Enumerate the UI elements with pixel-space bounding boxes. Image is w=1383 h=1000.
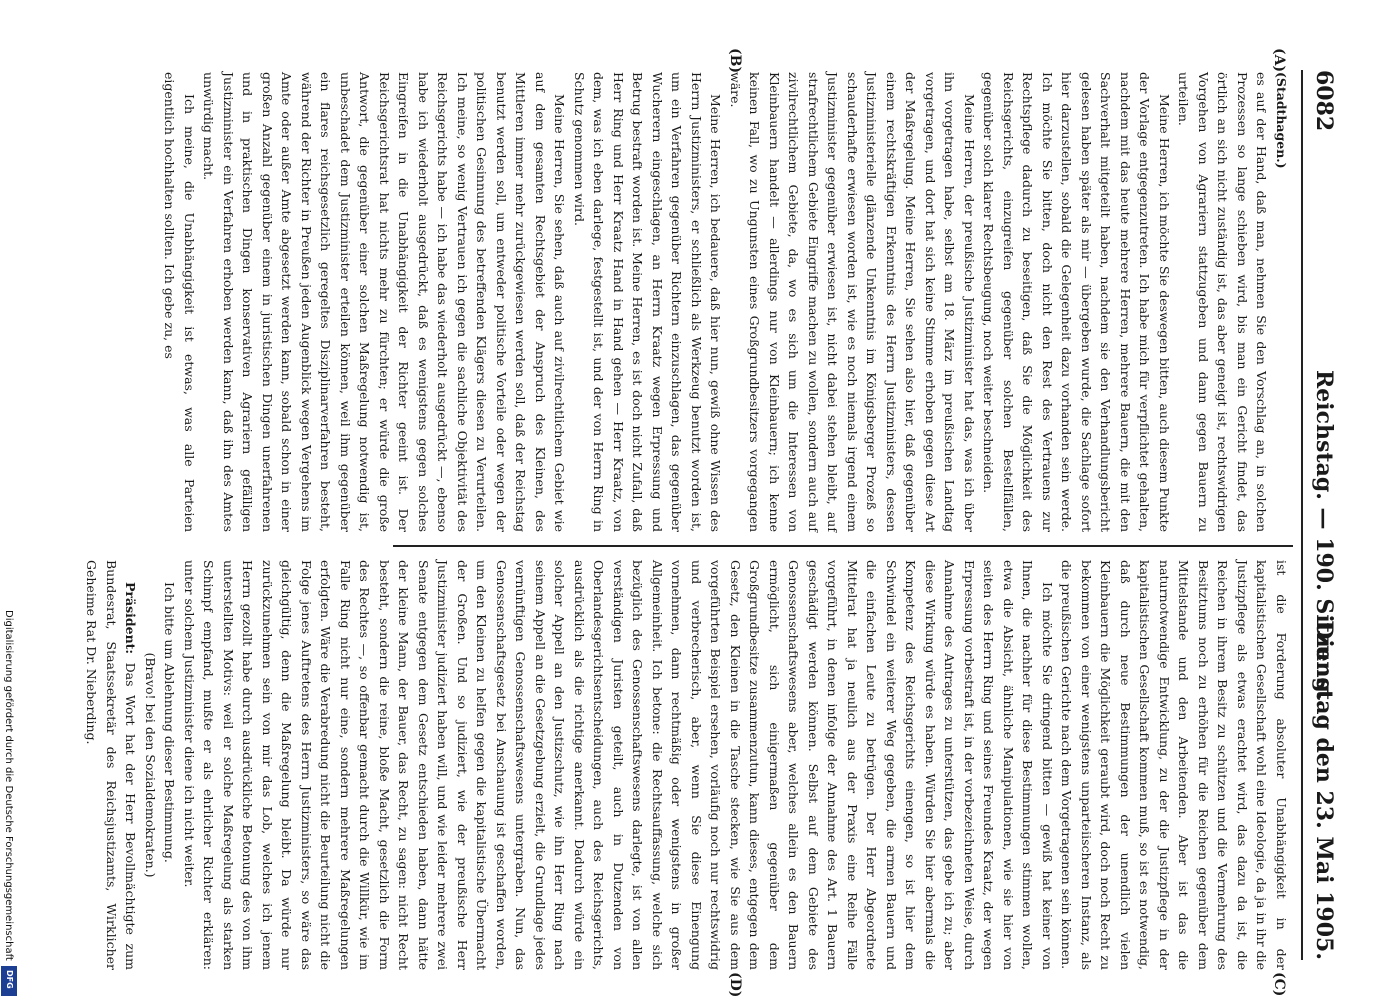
speaker-tag: (Stadthagen.) (1274, 72, 1289, 169)
right-column (82, 560, 1291, 970)
paragraph: Meine Herren, ich bedauere, daß hier nun, gewiß ohne Wissen des Herrn Justizministers, er schließlich als Werkzeug benutzt worden ist, um ein Verfahren gegenüber Richtern einzuschlagen, das gegenüber Wucherern eingeschlagen, an Herrn Kraatz wegen Erpressung und Betrug bestraft worden ist. Meine Herren, es ist doch nicht Zufall, daß Herr Ring und Herr Kraatz Hand in Hand gehen — Herr Kraatz, von dem, was ich eben darlege, festgestellt ist, und der von Herrn Ring in Schutz genommen wird. (572, 72, 724, 532)
paragraph: Ich meine, die Unabhängigkeit ist etwas, was alle Parteien eigentlich hochhalten sollten. Ich gebe zu, es (162, 72, 197, 532)
session-date: Dienstag den 23. Mai 1905. (1311, 620, 1337, 960)
paragraph: ist die Forderung absoluter Unabhängigkeit in der kapitalistischen Gesellschaft wohl eine Ideologie, da ja in ihr die Justizpflege als etwas erachtet wird, das dazu da ist, die Reichen in ihrem Besitz zu schützen und die Vermehrung des Besitztums noch zu erhöhen für die Reichen gegenüber dem Mittelstande und den Arbeitenden. Aber ist das die naturnotwendige Entwicklung, zu der die Justizpflege in der kapitalistischen Gesellschaft kommen muß, so ist es notwendig, daß durch neue Bestimmungen der unendlich vielen Kleinbauern die Möglichkeit geraubt wird, doch noch Recht zu bekommen von einer wenigstens unparteiischeren Instanz, als die preußischen Gerichte nach dem Vorgetragenen sein können. (1059, 560, 1289, 970)
column-divider (393, 545, 1293, 547)
dfg-logo: DFG (1, 966, 17, 996)
paragraph: Ich möchte Sie dringend bitten — gewiß hat keiner von Ihnen, die nachher für diese Bestimmungen stimmen wollen, etwa die Absicht, ähnliche Manipulationen, wie sie hier von seiten des Herrn Ring und seines Freundes Kraatz, der wegen Erpressung vorbestraft ist, in der vorbezeichneten Weise, durch Annahme des Antrages zu unterstützen, das gebe ich zu; aber diese Wirkung würde es haben. Würden Sie hier abermals die Kompetenz des Reichsgerichts einengen, so ist hier dem Schwindel ein weiterer Weg gegeben, die armen Bauern und die einfachen Leute zu betrügen. Der Herr Abgeordnete Mittelrat hat ja neulich aus der Praxis eine Reihe Fälle vorgeführt, in denen infolge der Annahme des Art. 1 Bauern geschädigt werden können. Selbst auf dem Gebiete des Genossenschaftswesens aber, welches allein es den Bauern ermöglicht, sich einigermaßen gegenüber dem Großgrundbesitze zusammenzutun, kann dieses, entgegen dem Gesetz, den Kleinen in die Tasche stecken, wie Sie aus dem vorgeführten Beispiel ersehen, vorläufig noch nur rechtswidrig und verbrecherisch, aber, wenn Sie diese Einengung vornehmen, dann rechtmäßig oder wenigstens in großer Allgemeinheit. Ich betone: die Rechtsauffassung, welche sich bezüglich des Genossenschaftswesens darlegte, ist von allen verständigen Juristen geteilt, auch in Dutzenden von Oberlandesgerichtsentscheidungen, auch des Reichsgerichts, ausdrücklich als die richtige anerkannt. Dadurch würde ein solcher Appell an den Justizschutz, wie ihn Herr Ring nach seinem Appell an die Gesetzgebung erzielt, die Grundlage jedes vernünftigen Genossenschaftswesens untergraben. Nun, das Genossenschaftsgesetz bei Anschauung ist geschaffen worden, um den Kleinen zu helfen gegen die kapitalistische Übermacht der Großen. Und so judiziert, wie der preußische Herr Justizminister judiziert haben will, und wie leider mehrere zwei Senate entgegen dem Gesetz entschieden haben, dann hätte der kleine Mann, der Bauer, das Recht, zu sagen: nicht Recht besteht, sondern die reine, bloße Macht, gesetzlich die Form des Rechtes —, so offenbar gemacht durch die Willkür, wie im Falle Ring nicht nur eine, sondern mehrere Maßregelungen erfolgten. Wäre die Verabredung nicht die Beurteilung nicht die Folge jenes Auftretens des Herrn Justizministers, so wäre das gleichgültig, denn die Maßregelung bleibt. Da würde nur zurückzunehmen sein von mir das Lob, welches ich jenem Herrn gezollt habe durch ausdrückliche Betonung des von ihm unterstellten Motivs: weil er solche Maßregelung als starken Schimpf empfand, mußte er als ehrlicher Richter erklären: unter solchem Justizminister diene ich nicht weiter. (182, 560, 1055, 970)
paragraph: Ich bitte um Ablehnung dieser Bestimmung. (162, 582, 178, 863)
margin-mark-c: (C) (1271, 972, 1287, 997)
paragraph: es auf der Hand, daß man, nehmen Sie den Vorschlag an, in solchen Prozessen so lange schieben wird, bis man ein Gericht findet, das örtlich an sich nicht zuständig ist, das aber geneigt ist, rechtswidrigen Vorgehen von Agrariern stattzugeben und dann gegen Bauern zu urteilen. (1176, 72, 1270, 532)
margin-mark-d: (D) (727, 972, 743, 998)
margin-mark-a: (A) (1271, 48, 1287, 73)
president-label: Präsident: (123, 582, 139, 655)
margin-mark-b: (B) (727, 48, 743, 74)
president-paragraph (82, 560, 141, 970)
page-number: 6082 (1311, 70, 1337, 132)
paragraph: Meine Herren, Sie sehen, daß auch auf zivilrechtlichem Gebiet wie auf dem gesamten Rechtsgebiet der Anspruch des Kleinen, des Mittleren immer mehr zurückgewiesen werden soll, daß der Reichstag benutzt werden soll, um entweder politische Vorteile oder wegen der politischen Gesinnung des betreffenden Klägers diesen zu Verurteilen. Ich meine, so wenig Vertrauen ich gegen die sachliche Objektivität des Reichsgerichts habe — ich habe das wiederholt ausgedrückt —, ebenso habe ich wiederholt ausgedrückt, daß es wenigstens gegen solches Eingreifen in die Unabhängigkeit der Richter geeint ist. Der Reichsgerichtsrat hat nichts mehr zu fürchten; er würde die große Antwort, die gegenüber einer solchen Maßregelung notwendig ist, unbeschadet dem Justizminister erteilen können, weil ihm gegenüber ein flares reichsgesetzlich geregeltes Disziplinarverfahren besteht, während der Richter in Preußen jeden Augenblick wegen Vergehens im Amte oder außer Amte abgesetzt werden kann, sobald schon in einer großen Anzahl gegenüber einem in juristischen Dingen unerfahrenen und in praktischen Dingen konservativen Agrariern gefälligen Justizminister ein Verfahren erhoben werden kann, daß ihn des Amtes unwürdig macht. (201, 72, 568, 532)
president-text: Das Wort hat der Herr Bevollmächtigte zum Bundesrat, Staatssekretär des Reichsjustizamts, Wirklicher Geheime Rat Dr. Nieberding. (84, 560, 139, 970)
paragraph: Meine Herren, ich möchte Sie deswegen bitten, auch diesem Punkte der Vorlage entgegenzutreten. Ich habe mich für verpflichtet gehalten, nachdem mit das heute mehrere Herren, mehrere Bauern, die mit den Sachverhalt mitgeteilt haben, nachdem sie den Verhandlungsbericht gelesen haben später als mir — übergeben wurde, die Sachlage sofort hier darzustellen, sobald die Gelegenheit dazu vorhanden sein werde. Ich möchte Sie bitten, doch nicht den Rest des Vertrauens zur Rechtspflege dadurch zu beseitigen, daß Sie die Möglichkeit des Reichsgerichts, einzugreifen gegenüber solchen Bestellfällen, gegenüber solch klarer Rechtsbeugung, noch weiter beschneiden. (981, 72, 1172, 532)
left-column (160, 72, 1291, 532)
page-header (1301, 70, 1343, 960)
paragraph: Meine Herren, der preußische Justizminister hat das, was ich über ihn vorgetragen habe, selbst am 18. März im preußischen Landtag vorgetragen, und dort hat sich keine Stimme erhoben gegen diese Art der Maßregelung. Meine Herren, Sie sehen also hier, daß gegenüber einem rechtskräftigen Erkenntnis des Herrn Justizministers, dessen Justizministerielle glänzende Unkenntnis im Königsberger Prozeß so schauderhafte erwiesen worden ist, wie es noch niemals irgend einem Justizminister gegenüber erwiesen ist, nicht dabei stehen bleibt, auf strafrechtlichem Gebiete Eingriffe machen zu wollen, sondern auch auf zivilrechtlichem Gebiete, da, wo es sich um die Interessen von Kleinbauern handelt — allerdings nur von Kleinbauern; ich kenne keinen Fall, wo zu Ungunsten eines Großgrundbesitzers vorgegangen wäre. (728, 72, 977, 532)
session-title: Reichstag. — 190. Sitzung. (1311, 370, 1337, 701)
digitization-note: Digitalisierung gefördert durch die Deutsche Forschungsgemeinschaft (3, 610, 14, 961)
applause-note: (Bravo! bei den Sozialdemokraten.) (143, 652, 158, 878)
